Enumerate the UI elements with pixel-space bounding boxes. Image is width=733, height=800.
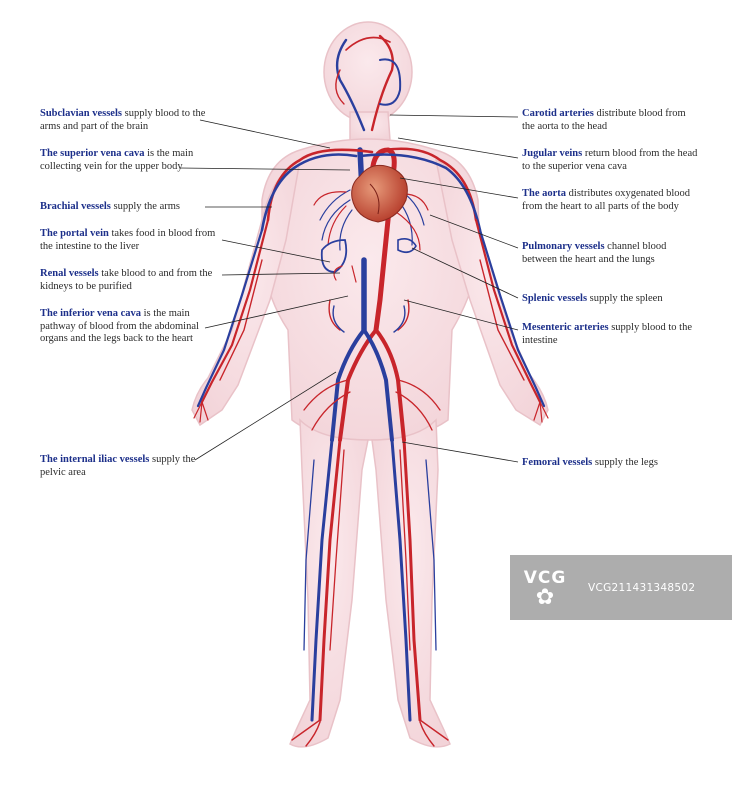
label-subclavian: Subclavian vessels supply blood to the arms and part of the brain [40,108,206,132]
body-silhouette [192,22,548,747]
label-portal-vein: The portal vein takes food in blood from the intestine to the liver [40,228,216,252]
label-renal: Renal vessels take blood to and from the kidneys to be purified [40,268,213,292]
label-internal-iliac: The internal iliac vessels supply the pelvic area [40,454,196,478]
label-splenic: Splenic vessels supply the spleen [522,293,663,304]
watermark-id: VCG211431348502 [588,581,696,594]
label-femoral: Femoral vessels supply the legs [522,457,658,468]
flower-icon: ✿ [535,583,555,609]
label-aorta: The aorta distributes oxygenated blood from the heart to all parts of the body [522,188,690,212]
label-mesenteric: Mesenteric arteries supply blood to the intestine [522,322,692,346]
leader-subclavian [200,120,330,148]
label-carotid: Carotid arteries distribute blood from the aorta to the head [522,108,686,132]
label-pulmonary: Pulmonary vessels channel blood between the heart and the lungs [522,241,667,265]
watermark-logo: VCG ✿ [523,567,567,609]
label-jugular: Jugular veins return blood from the head to the superior vena cava [522,148,698,172]
watermark [510,555,732,620]
leader-carotid [390,115,518,117]
label-superior-vena-cava: The superior vena cava is the main collecting vein for the upper body [40,148,194,172]
label-brachial: Brachial vessels supply the arms [40,201,180,212]
label-inferior-vena-cava: The inferior vena cava is the main pathway of blood from the abdominal organs and the legs back to the heart [40,308,199,345]
